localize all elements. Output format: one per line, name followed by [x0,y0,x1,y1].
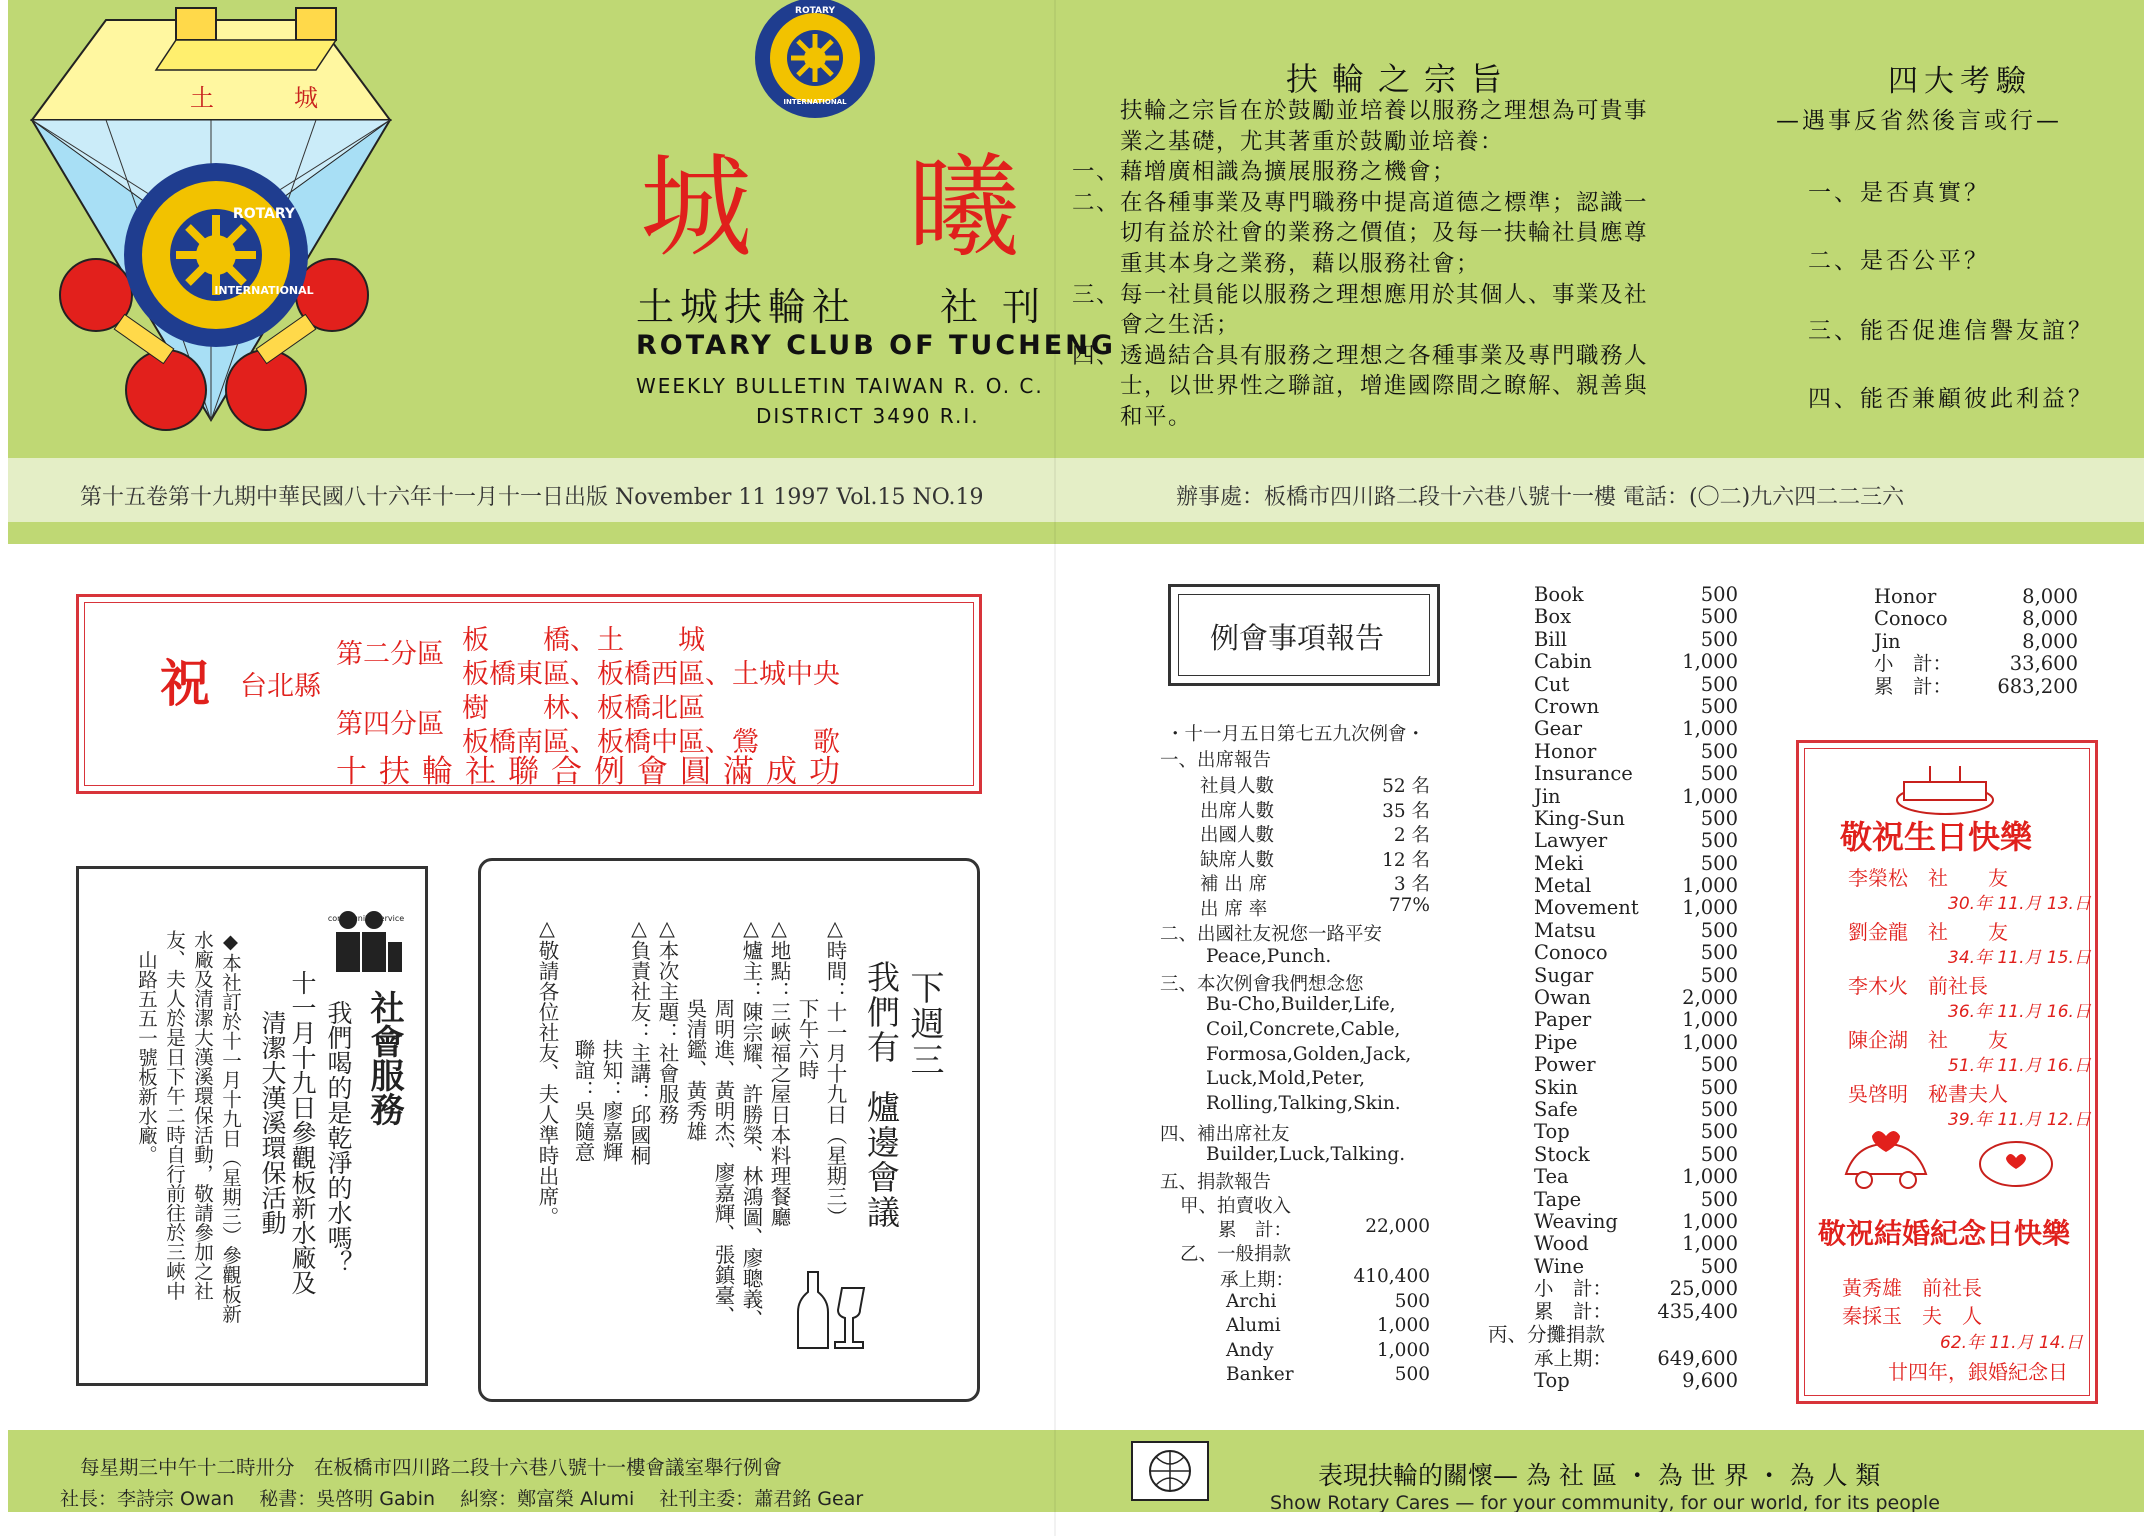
miss-line: Formosa,Golden,Jack, [1206,1043,1412,1065]
donor-amount: 500 [1700,963,1738,987]
donor-name: Honor [1534,739,1597,763]
birthday-name: 李木火 前社長 [1848,974,1988,998]
abroad-title: 二、出國社友祝您一路平安 [1160,924,1383,945]
donation-row [1534,674,1738,696]
donor-name: Weaving [1534,1209,1618,1233]
donor-amount: 500 [1700,1254,1738,1278]
donation-row [1534,606,1738,628]
donor-name: Jin [1874,629,1901,653]
district4-line2: 板橋南區、板橋中區、鶯 歌 [462,727,840,758]
attendance-value: 35 名 [1382,800,1430,822]
donor-amount: 8,000 [2022,629,2078,653]
share-donation-list [1534,1348,1738,1393]
donor-name: Top [1534,1369,1570,1393]
donor-amount: 1,000 [1682,717,1738,741]
donation-row [1874,676,2078,698]
objects-line: 業之基礎，尤其著重於鼓勵並培養： [1072,128,1505,155]
objects-line: 二、在各種事業及專門職務中提高道德之標準；認識一 [1072,189,1649,216]
donor-name: Skin [1534,1075,1578,1099]
attendance-value: 3 名 [1393,874,1430,896]
donation-row [1874,653,2078,675]
donation-title: 五、捐款報告 [1160,1172,1272,1193]
social-service-title: 社會服務 [364,990,404,1126]
objects-line: 會之生活； [1072,312,1241,339]
donor-amount: 500 [1700,1097,1738,1121]
makeup-names: Builder,Luck,Talking. [1206,1144,1406,1165]
birthday-date: 30.年 11.月 13.日 [1948,894,2091,914]
donor-name: Cabin [1534,650,1592,674]
district4-label: 第四分區 [336,709,444,740]
donation-row [1534,1278,1738,1300]
donation-row [1534,808,1738,830]
wedding-car-icon [1826,1124,2066,1204]
donor-amount: 500 [1700,851,1738,875]
donor-name: Conoco [1534,941,1608,965]
donation-row [1220,1340,1430,1365]
next-meeting-line: 周明進、黃明杰、廖嘉輝、張鎮臺、 [711,916,735,1326]
birthday-name: 陳企湖 社 友 [1848,1028,2008,1052]
four-way-test-item: 一、是否真實？ [1808,180,1990,206]
rotary-wheel-top-text: ROTARY [795,6,835,16]
donation-row [1874,608,2078,630]
donation-row [1534,1233,1738,1255]
donation-row [1534,786,1738,808]
anniversary-note: 廿四年，銀婚紀念日 [1888,1360,2068,1384]
donor-name: Safe [1534,1097,1578,1121]
donation-row [1534,1189,1738,1211]
weekly-bulletin: WEEKLY BULLETIN TAIWAN R. O. C. [636,374,1044,398]
donation-row [1534,1121,1738,1143]
congrats-bottom: 十扶輪社聯合例會圓滿成功 [336,754,852,790]
donation-row [1220,1266,1430,1291]
donation-row [1534,942,1738,964]
donor-amount: 1,000 [1682,1209,1738,1233]
birthday-cake-icon [1890,760,2000,820]
logo-chars [190,78,398,113]
district4-line1: 樹 林、板橋北區 [462,693,705,724]
donor-amount: 1,000 [1682,896,1738,920]
office-address: 辦事處：板橋市四川路二段十六巷八號十一樓 電話：(〇二)九六四二二三六 [1176,485,1905,510]
donor-amount: 683,200 [1997,674,2078,698]
donor-amount: 435,400 [1657,1299,1738,1323]
donor-name: 小 計： [1534,1277,1613,1301]
attendance-row [1200,821,1430,846]
donation-row [1534,830,1738,852]
donor-amount: 410,400 [1353,1266,1430,1287]
donation-row [1220,1315,1430,1340]
next-meeting-line: △負責社友：主講：邱國桐 [627,916,651,1166]
masthead-title: 城 曦 [640,143,1080,273]
anniversary-title: 敬祝結婚紀念日快樂 [1818,1217,2071,1250]
donor-amount: 500 [1700,1120,1738,1144]
objects-line: 三、每一社員能以服務之理想應用於其個人、事業及社 [1072,281,1649,308]
donor-name: 累 計： [1534,1299,1613,1323]
donor-name: Movement [1534,896,1639,920]
donor-name: Banker [1226,1364,1294,1386]
donor-amount: 500 [1394,1290,1430,1312]
social-service-col2: 十一月十九日參觀板新水廠及 [288,970,317,1295]
donor-amount: 9,600 [1682,1369,1738,1393]
next-meeting-line: △本次主題：社會服務 [655,916,679,1125]
donor-name: Owan [1534,986,1591,1010]
four-way-test-subtitle: —遇事反省然後言或行— [1776,108,2062,134]
donor-amount: 2,000 [1682,986,1738,1010]
donations-right-list [1874,586,2078,698]
info-strip-lower [8,522,2144,544]
donor-amount: 500 [1700,694,1738,718]
donation-row [1534,1256,1738,1278]
donor-amount: 1,000 [1682,1165,1738,1189]
logo-char-tu: 土 [190,84,294,112]
donor-amount: 1,000 [1682,650,1738,674]
donor-amount: 1,000 [1377,1315,1430,1337]
objects-text [1072,96,1648,433]
issue-info: 第十五卷第十九期中華民國八十六年十一月十一日出版 November 11 1997 Vol.15 NO.19 [80,485,984,510]
donation-row [1534,741,1738,763]
donor-name: Paper [1534,1008,1592,1032]
donor-amount: 500 [1700,605,1738,629]
birthday-date: 34.年 11.月 15.日 [1948,948,2091,968]
general-donation-list [1220,1266,1430,1389]
donor-name: Honor [1874,585,1937,608]
donation-row [1534,1348,1738,1370]
birthday-list [1848,862,2091,1132]
donation-row [1534,1077,1738,1099]
district2-line2: 板橋東區、板橋西區、土城中央 [462,659,840,690]
birthday-name: 吳啓明 秘書夫人 [1848,1082,2008,1106]
footer-meeting-info: 每星期三中午十二時卅分 在板橋市四川路二段十六巷八號十一樓會議室舉行例會 [80,1456,783,1479]
donation-row [1534,987,1738,1009]
donation-row [1534,1009,1738,1031]
objects-line: 一、藉增廣相識為擴展服務之機會； [1072,159,1457,186]
donor-name: Insurance [1534,762,1633,786]
objects-line: 重其本身之業務，藉以服務社會； [1072,250,1481,277]
footer-theme-en: Show Rotary Cares — for your community, for our world, for its people [1270,1492,1940,1512]
donor-name: 累 計： [1874,674,1953,698]
social-service-body-2: 友、夫人於是日下午二時自行前往於三峽中 [163,930,186,1301]
next-meeting-line: 下午六時 [795,916,819,1080]
attendance-list [1200,772,1430,920]
birthday-name: 劉金龍 社 友 [1848,920,2008,944]
donor-amount: 1,000 [1682,784,1738,808]
donor-name: Lawyer [1534,829,1608,853]
attendance-label: 缺席人數 [1200,849,1275,871]
donor-amount: 500 [1700,1142,1738,1166]
attendance-value: 12 名 [1382,849,1430,871]
donor-name: Top [1534,1120,1570,1144]
attendance-value: 2 名 [1393,825,1430,847]
district2-label: 第二分區 [336,639,444,670]
donation-row [1874,586,2078,608]
miss-line: Coil,Concrete,Cable, [1206,1018,1401,1040]
attendance-label: 出國人數 [1200,825,1275,847]
miss-line: Bu-Cho,Builder,Life, [1206,994,1396,1015]
donor-name: Conoco [1874,607,1948,631]
birthday-date: 39.年 11.月 12.日 [1948,1110,2091,1130]
district: DISTRICT 3490 R.I. [756,404,980,428]
donation-row [1534,1099,1738,1121]
bulletin-label: 社 刊 [940,285,1047,329]
next-meeting-line: 吳清鑑、黃秀雄 [683,916,707,1142]
social-service-body-1: 水廠及清潔大漢溪環保活動，敬請參加之社 [191,930,214,1301]
logo-seal-top: ROTARY [232,206,296,222]
birthday-date: 36.年 11.月 16.日 [1948,1002,2091,1022]
report-meeting: ・十一月五日第七五九次例會・ [1166,724,1426,745]
bottles-icon [790,1262,880,1352]
donation-row [1220,1291,1430,1316]
footer-officers: 社長：李詩宗 Owan 秘書：吳啓明 Gabin 糾察：鄭富榮 Alumi 社刊主委：蕭君銘 Gear [60,1488,864,1510]
club-name-en: ROTARY CLUB OF TUCHENG [636,330,1116,361]
donation-row [1534,920,1738,942]
miss-line: Rolling,Talking,Skin. [1206,1093,1401,1115]
donation-row [1220,1364,1430,1389]
next-meeting-line: 聯誼：吳隨意 [571,916,595,1162]
donor-amount: 1,000 [1682,1008,1738,1032]
donor-name: Meki [1534,851,1584,875]
donation-row [1534,1054,1738,1076]
donor-amount: 500 [1700,762,1738,786]
objects-title: 扶輪之宗旨 [1286,60,1517,98]
attendance-label: 出 席 率 [1200,898,1268,920]
attendance-value: 52 名 [1382,776,1430,797]
donor-amount: 8,000 [2022,607,2078,631]
donor-amount: 500 [1700,1187,1738,1211]
donor-amount: 500 [1700,583,1738,606]
donor-amount: 500 [1700,829,1738,853]
auction-total: 22,000 [1365,1216,1430,1237]
donor-amount: 25,000 [1669,1277,1738,1301]
donation-row [1534,965,1738,987]
four-way-test-item: 二、是否公平？ [1808,248,1990,274]
donor-name: Stock [1534,1142,1590,1166]
donor-amount: 649,600 [1657,1347,1738,1370]
donor-name: Wood [1534,1232,1589,1256]
donation-row [1534,651,1738,673]
donor-name: Wine [1534,1254,1585,1278]
donor-amount: 500 [1700,918,1738,942]
donor-amount: 33,600 [2009,652,2078,676]
attendance-label: 社員人數 [1200,776,1275,797]
donor-amount: 1,000 [1682,1232,1738,1256]
next-meeting-title3: 爐邊會議 [862,1090,901,1230]
donor-amount: 500 [1700,806,1738,830]
club-name: 土城扶輪社 [636,285,857,329]
donation-row [1534,897,1738,919]
next-meeting-line: △爐主：陳宗耀、許勝榮、林鴻圖、廖聰義、 [739,916,763,1330]
objects-line: 四、透過結合具有服務之理想之各種事業及專門職務人 [1072,342,1649,369]
donation-row [1534,718,1738,740]
donor-amount: 500 [1700,627,1738,651]
rotary-wheel-bottom-text: INTERNATIONAL [783,98,847,106]
donor-name: Andy [1226,1339,1274,1361]
donor-name: Metal [1534,874,1592,898]
social-service-body-0: ◆本社訂於十一月十九日（星期三）參觀板新 [219,930,242,1324]
next-meeting-line: △時間：十一月十九日（星期三） [823,916,847,1227]
donation-row [1534,853,1738,875]
anniversary-couple2: 秦採玉 夫 人 [1842,1304,1982,1328]
donor-name: Power [1534,1053,1596,1077]
birthday-name: 李榮松 社 友 [1848,866,2008,890]
district2-line1: 板 橋、土 城 [462,625,705,656]
next-meeting-title2: 我們有 [862,960,901,1065]
attendance-row [1200,870,1430,895]
four-way-test-title: 四大考驗 [1888,64,2032,99]
donation-row [1534,875,1738,897]
attendance-row [1200,797,1430,822]
objects-line: 扶輪之宗旨在於鼓勵並培養以服務之理想為可貴事 [1072,98,1649,124]
next-meeting-line: △地點：三峽福之屋日本料理餐廳 [767,916,791,1227]
donor-amount: 500 [1700,739,1738,763]
donation-row [1534,1144,1738,1166]
attendance-title: 一、出席報告 [1160,750,1272,771]
donation-row [1534,584,1738,606]
birthday-title: 敬祝生日快樂 [1840,818,2033,856]
donation-row [1534,1166,1738,1188]
auction-title: 甲、拍賣收入 [1180,1196,1292,1217]
donor-amount: 1,000 [1682,1030,1738,1054]
donor-name: Book [1534,583,1584,606]
donor-name: Pipe [1534,1030,1578,1054]
attendance-row [1200,846,1430,871]
donor-name: 承上期： [1220,1270,1295,1291]
donor-amount: 1,000 [1377,1339,1430,1361]
donation-row [1874,631,2078,653]
donor-amount: 500 [1700,941,1738,965]
abroad-names: Peace,Punch. [1206,946,1332,967]
auction-total-label: 累 計： [1218,1220,1293,1241]
four-way-test-item: 三、能否促進信譽友誼？ [1808,318,2094,344]
anniversary-couple1: 黃秀雄 前社長 [1842,1276,1982,1300]
donation-row [1534,1211,1738,1233]
donor-name: Box [1534,605,1572,629]
next-meeting-line: △敬請各位社友、夫人準時出席。 [535,916,559,1227]
birthday-date: 51.年 11.月 16.日 [1948,1056,2091,1076]
donor-name: Crown [1534,694,1600,718]
objects-line: 和平。 [1072,403,1193,430]
donations-mid-list [1534,584,1738,1323]
four-way-test-item: 四、能否兼顧彼此利益？ [1808,386,2094,412]
donation-row [1534,1370,1738,1392]
logo-char-cheng: 城 [294,84,398,112]
logo-seal-bottom: INTERNATIONAL [214,284,314,297]
attendance-row [1200,895,1430,920]
footer-theme: 表現扶輪的關懷— 為 社 區 ・ 為 世 界 ・ 為 人 類 [1318,1461,1881,1490]
donor-name: Gear [1534,717,1583,741]
donor-name: Cut [1534,672,1570,696]
congrats-big-char: 祝 [160,655,210,713]
attendance-label: 出席人數 [1200,800,1275,822]
donor-amount: 500 [1700,672,1738,696]
donor-amount: 500 [1394,1364,1430,1386]
donor-name: Alumi [1226,1315,1281,1337]
anniversary-date: 62.年 11.月 14.日 [1940,1333,2083,1353]
donation-row [1534,763,1738,785]
general-donation-title: 乙、一般捐款 [1180,1244,1292,1265]
next-meeting-title1: 下週三 [904,970,944,1078]
social-service-col1: 我們喝的是乾淨的水嗎？ [324,1000,353,1275]
donor-name: Tape [1534,1187,1582,1211]
donation-row [1534,1032,1738,1054]
donor-name: 承上期： [1534,1347,1613,1370]
donor-name: Bill [1534,627,1568,651]
donor-amount: 500 [1700,1053,1738,1077]
social-service-col3: 清潔大漢溪環保活動 [258,1010,287,1235]
donor-name: Archi [1226,1290,1277,1312]
donor-name: Matsu [1534,918,1596,942]
report-title: 例會事項報告 [1210,621,1385,655]
congrats-county: 台北縣 [240,671,321,702]
donor-amount: 8,000 [2022,585,2078,608]
attendance-value: 77% [1388,894,1430,916]
objects-line: 切有益於社會的業務之價值；及每一扶輪社員應尊 [1072,220,1649,247]
attendance-label: 補 出 席 [1200,874,1268,896]
donor-name: King-Sun [1534,806,1625,830]
donor-name: Tea [1534,1165,1569,1189]
donor-name: Sugar [1534,963,1594,987]
objects-line: 士，以世界性之聯誼，增進國際間之瞭解、親善與 [1072,373,1649,400]
miss-list [1206,994,1411,1118]
next-meeting-line: 扶知：廖嘉輝 [599,916,623,1162]
donor-name: Jin [1534,784,1561,808]
donation-row [1534,629,1738,651]
donor-name: 小 計： [1874,652,1953,676]
miss-line: Luck,Mold,Peter, [1206,1068,1366,1090]
social-service-body-3: 山路五五一號板新水廠。 [135,950,158,1165]
donor-amount: 500 [1700,1075,1738,1099]
donor-amount: 1,000 [1682,874,1738,898]
makeup-title: 四、補出席社友 [1160,1124,1290,1145]
rotary-cares-icon [1130,1440,1210,1502]
donation-row [1534,1301,1738,1323]
attendance-row [1200,772,1430,797]
share-donation-title: 丙、分攤捐款 [1488,1323,1606,1346]
donation-row [1534,696,1738,718]
community-service-icon-label: community service [327,914,405,923]
miss-title: 三、本次例會我們想念您 [1160,974,1364,995]
